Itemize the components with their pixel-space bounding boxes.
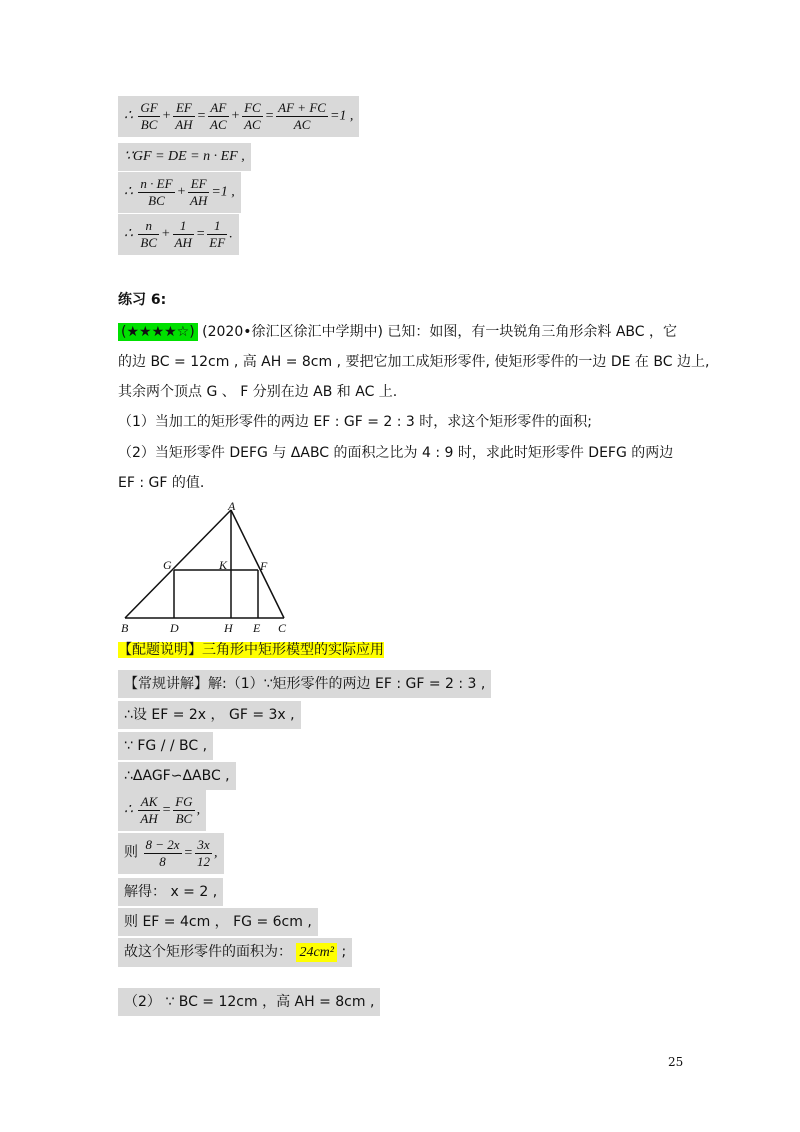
denominator: AC — [293, 117, 311, 132]
denominator: AH — [175, 117, 193, 132]
page-number: 25 — [668, 1055, 684, 1069]
fraction — [138, 100, 159, 133]
numerator: n · EF — [140, 176, 173, 191]
step-text: （2） ∵ BC = 12cm ，高 AH = 8cm , — [118, 988, 380, 1016]
denominator: AH — [140, 811, 158, 826]
problem-line-3: 其余两个顶点 G 、 F 分别在边 AB 和 AC 上. — [118, 384, 398, 400]
triangle-figure — [118, 498, 293, 636]
numerator: 1 — [173, 218, 194, 235]
label-k: K — [219, 558, 228, 572]
denominator: BC — [148, 193, 165, 208]
denominator: BC — [175, 811, 193, 826]
numerator: AK — [138, 794, 159, 811]
fraction — [208, 100, 229, 133]
solution-step-9 — [118, 938, 352, 967]
fraction — [207, 218, 227, 251]
label-g: G — [163, 558, 172, 572]
question-2a: （2）当矩形零件 DEFG 与 ΔABC 的面积之比为 4 : 9 时，求此时矩形零件 DEFG 的两边 — [118, 445, 674, 461]
solution-step-4 — [118, 762, 236, 790]
denominator: AH — [174, 235, 192, 250]
fraction — [173, 218, 194, 251]
solution-line-1: ∴ $\frac{GF}{BC}$ + $\frac{EF}{AH}$ = $\frac{AF}{AC}$ + $\frac{FC}{AC}$ = $\frac{AF + FC}{AC}$ =1 , — [118, 96, 359, 137]
step-text: ∴ΔAGF∽ΔABC , — [118, 762, 236, 790]
fraction — [173, 100, 194, 133]
therefore-symbol: ∴ — [124, 184, 133, 200]
numerator: FC — [244, 100, 261, 115]
numerator: n — [138, 218, 159, 235]
label-d: D — [170, 621, 179, 635]
solution-step-7 — [118, 878, 223, 906]
problem-line-1 — [118, 322, 677, 342]
numerator: EF — [188, 176, 209, 193]
label-h: H — [224, 621, 233, 635]
solution-line-2 — [118, 143, 251, 171]
equation-text: ∵GF = DE = n · EF , — [118, 143, 251, 171]
denominator: BC — [140, 117, 158, 132]
equation-tail: . — [229, 226, 233, 242]
denominator: 8 — [159, 854, 166, 869]
step-text: ∴设 EF = 2x ， GF = 3x , — [118, 701, 301, 729]
fraction — [195, 837, 212, 870]
solution-step-6: 则 $\frac{8 - 2x}{8}$ = $\frac{3x}{12}$ , — [118, 833, 224, 874]
problem-line-2: 的边 BC = 12cm , 高 AH = 8cm , 要把它加工成矩形零件, 使矩形零件的一边 DE 在 BC 边上, — [118, 354, 710, 370]
step-text: 【常规讲解】解:（1）∵矩形零件的两边 EF : GF = 2 : 3 , — [118, 670, 491, 698]
numerator: EF — [173, 100, 194, 117]
question-1: （1）当加工的矩形零件的两边 EF : GF = 2 : 3 时，求这个矩形零件的面积; — [118, 414, 593, 430]
step-tail: ; — [341, 944, 347, 960]
step-text: ∵ FG / / BC , — [118, 732, 213, 760]
denominator: 12 — [197, 854, 210, 869]
equation-tail: =1 , — [211, 184, 235, 200]
exercise-heading: 练习 6: — [118, 292, 167, 308]
therefore-symbol: ∴ — [124, 108, 133, 124]
label-a: A — [228, 499, 236, 513]
solution-line-4: ∴ $\frac{n}{BC}$ + $\frac{1}{AH}$ = $\frac{1}{EF}$ . — [118, 214, 239, 255]
then-word: 则 — [124, 844, 138, 861]
fraction — [138, 218, 159, 251]
solution-step-1 — [118, 670, 491, 698]
label-f: F — [260, 559, 268, 573]
problem-text: (2020•徐汇区徐汇中学期中) 已知：如图，有一块锐角三角形余料 ABC ，它 — [202, 324, 678, 340]
equation-tail: =1 , — [329, 108, 354, 124]
step-text: 故这个矩形零件的面积为： — [124, 944, 292, 960]
therefore-symbol: ∴ — [124, 226, 133, 242]
fraction — [144, 837, 182, 870]
solution-note — [118, 640, 384, 660]
solution-line-3: ∴ $\frac{n \cdot EF}{BC}$ + $\frac{EF}{AH}$ =1 , — [118, 172, 241, 213]
fraction — [276, 100, 328, 133]
fraction — [242, 100, 263, 133]
numerator: 8 − 2x — [145, 837, 180, 852]
step-text: 则 EF = 4cm ， FG = 6cm , — [118, 908, 318, 936]
denominator: BC — [140, 235, 158, 250]
numerator: GF — [140, 100, 158, 115]
solution-step-8 — [118, 908, 318, 936]
denominator: AH — [190, 193, 208, 208]
label-b: B — [121, 621, 129, 635]
denominator: AC — [210, 117, 227, 132]
denominator: AC — [244, 117, 261, 132]
side-ab — [125, 510, 231, 618]
numerator: AF — [208, 100, 229, 117]
therefore-symbol: ∴ — [124, 802, 133, 818]
equation-tail: , — [214, 845, 218, 861]
step-text: 解得： x = 2 , — [118, 878, 223, 906]
label-e: E — [253, 621, 261, 635]
label-c: C — [278, 621, 287, 635]
numerator: AF + FC — [278, 100, 326, 115]
fraction — [138, 176, 174, 209]
highlighted-note: 【配题说明】三角形中矩形模型的实际应用 — [118, 642, 384, 658]
solution-step-2 — [118, 701, 301, 729]
numerator: FG — [175, 794, 193, 809]
fraction — [173, 794, 194, 827]
numerator: 3x — [195, 837, 212, 854]
denominator: EF — [209, 235, 226, 250]
question-2b: EF : GF 的值. — [118, 475, 205, 491]
solution-step-5: ∴ $\frac{AK}{AH}$ = $\frac{FG}{BC}$ , — [118, 790, 206, 831]
answer-highlight: 24cm² — [296, 943, 337, 962]
equation-tail: , — [196, 802, 201, 818]
fraction — [138, 794, 159, 827]
solution-step-3 — [118, 732, 213, 760]
solution-step-10 — [118, 988, 380, 1016]
difficulty-stars: (★★★★☆) — [118, 323, 198, 341]
fraction — [188, 176, 209, 209]
numerator: 1 — [207, 218, 227, 235]
